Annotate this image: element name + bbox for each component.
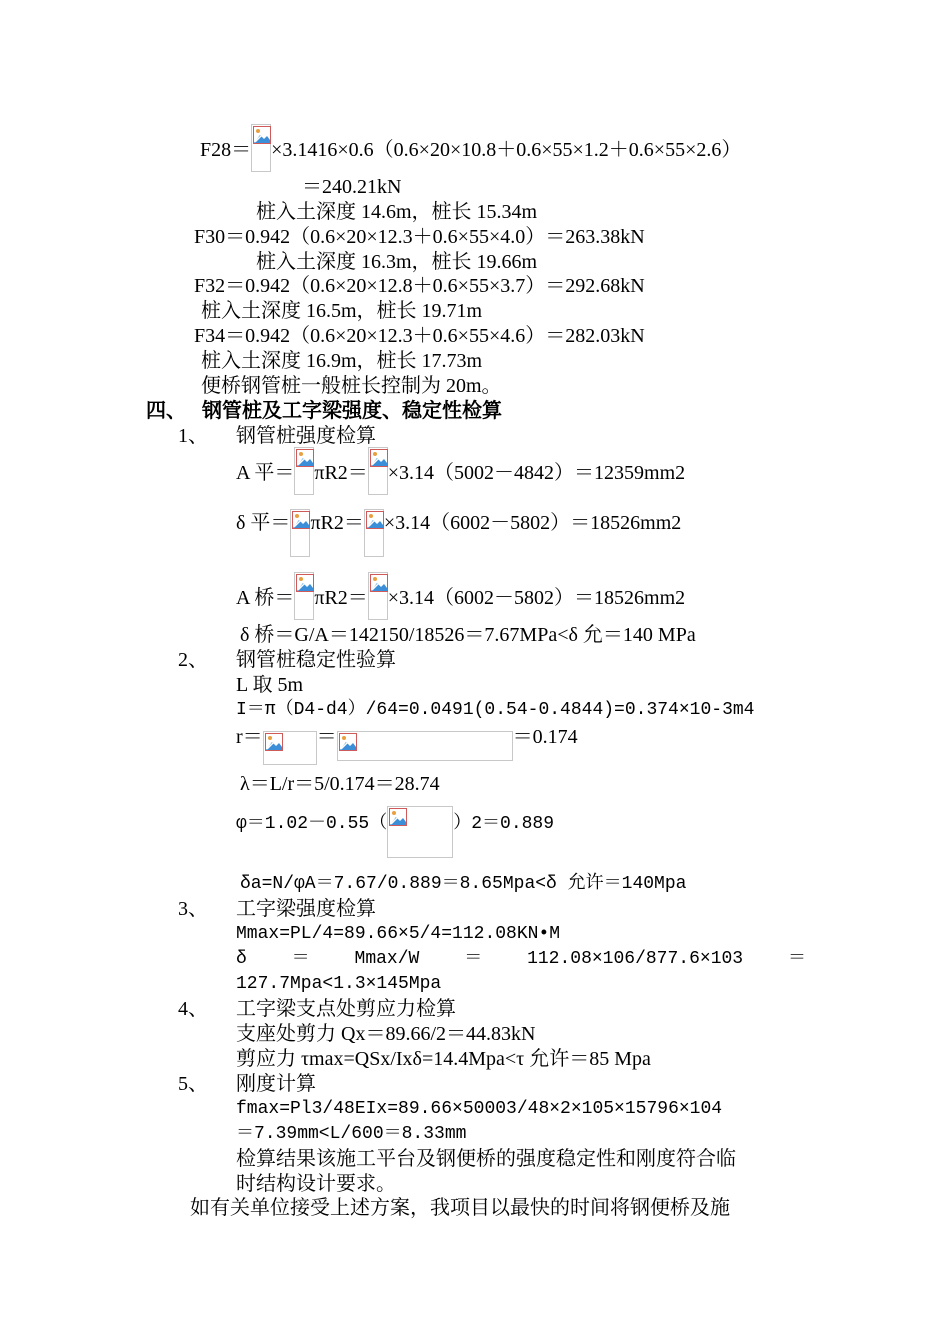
subsection-number: 1、 [178,425,208,447]
bending-stress-formula: δ ＝ Mmax/W ＝ 112.08×106/877.6×103 ＝ [236,949,806,969]
deflection-formula: fmax=Pl3/48EIx=89.66×50003/48×2×105×15796×104 [236,1099,723,1119]
area-platform-formula: A 平＝ πR2＝ ×3.14（5002－4842）＝12359mm2 [236,461,685,495]
conclusion-line: 检算结果该施工平台及钢便桥的强度稳定性和刚度符合临 [236,1148,736,1170]
inertia-formula: I＝π（D4-d4）/64=0.0491(0.54-0.4844)=0.374×10-3m4 [236,700,755,720]
moment-formula: Mmax=PL/4=89.66×5/4=112.08KN•M [236,924,561,944]
pile-depth-line: 桩入土深度 16.9m，桩长 17.73m [201,350,483,372]
formula-image-icon [364,509,384,557]
pile-depth-line: 桩入土深度 14.6m，桩长 15.34m [256,201,538,223]
formula-image-icon [263,731,317,765]
formula-image-icon [294,572,314,620]
deflection-result: ＝7.39mm<L/600＝8.33mm [236,1124,467,1144]
formula-image-icon [251,124,271,172]
subsection-title: 刚度计算 [236,1073,316,1095]
f34-line: F34＝0.942（0.6×20×12.3＋0.6×55×4.6）＝282.03kN [194,325,645,347]
radius-formula: r＝ ＝ ＝0.174 [236,725,578,765]
delta-bridge-formula: δ 桥＝G/A＝142150/18526＝7.67MPa<δ 允＝140 MPa [240,624,696,646]
delta-platform-formula: δ 平＝ πR2＝ ×3.14（6002－5802）＝18526mm2 [236,511,681,557]
formula-image-icon [387,806,453,858]
f30-line: F30＝0.942（0.6×20×12.3＋0.6×55×4.0）＝263.38kN [194,226,645,248]
subsection-title: 钢管桩稳定性验算 [236,649,396,671]
subsection-number: 5、 [178,1073,208,1095]
subsection-number: 4、 [178,998,208,1020]
slenderness-formula: λ＝L/r＝5/0.174＝28.74 [240,773,440,795]
subsection-title: 钢管桩强度检算 [236,425,376,447]
f28-result: ＝240.21kN [302,176,402,198]
phi-formula: φ＝1.02－0.55（ ）2＝0.889 [236,810,554,858]
pile-depth-line: 桩入土深度 16.5m，桩长 19.71m [201,300,483,322]
formula-image-icon [368,572,388,620]
pile-depth-line: 桩入土深度 16.3m，桩长 19.66m [256,251,538,273]
formula-image-icon [337,731,513,761]
length-line: L 取 5m [236,674,304,696]
stability-stress-formula: δa=N/φA＝7.67/0.889＝8.65Mpa<δ 允许＝140Mpa [240,874,687,894]
conclusion-line: 时结构设计要求。 [236,1173,396,1195]
subsection-number: 3、 [178,898,208,920]
formula-image-icon [368,447,388,495]
bending-stress-result: 127.7Mpa<1.3×145Mpa [236,974,442,994]
formula-image-icon [294,447,314,495]
pile-length-note: 便桥钢管桩一般桩长控制为 20m。 [201,375,502,397]
subsection-number: 2、 [178,649,208,671]
f28-line: F28＝ ×3.1416×0.6（0.6×20×10.8＋0.6×55×1.2＋0.6×55×2.6） [200,138,741,172]
closing-paragraph: 如有关单位接受上述方案，我项目以最快的时间将钢便桥及施 [190,1197,730,1219]
shear-stress-line: 剪应力 τmax=QSx/Ixδ=14.4Mpa<τ 允许＝85 Mpa [236,1048,651,1070]
subsection-title: 工字梁支点处剪应力检算 [236,998,456,1020]
area-bridge-formula: A 桥＝ πR2＝ ×3.14（6002－5802）＝18526mm2 [236,586,685,620]
shear-force-line: 支座处剪力 Qx＝89.66/2＝44.83kN [236,1023,536,1045]
section-heading: 四、 钢管桩及工字梁强度、稳定性检算 [146,400,502,422]
formula-image-icon [290,509,310,557]
f32-line: F32＝0.942（0.6×20×12.8＋0.6×55×3.7）＝292.68kN [194,275,645,297]
subsection-title: 工字梁强度检算 [236,898,376,920]
